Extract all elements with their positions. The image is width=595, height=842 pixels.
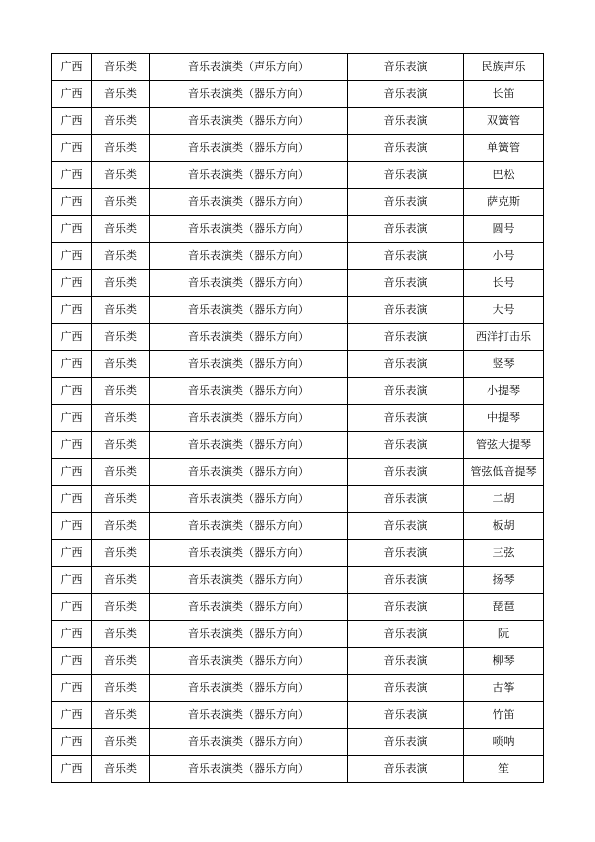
major-cell: 音乐表演	[348, 594, 464, 621]
subcategory-cell: 音乐表演类（器乐方向）	[150, 432, 348, 459]
province-cell: 广西	[52, 243, 92, 270]
province-cell: 广西	[52, 621, 92, 648]
subcategory-cell: 音乐表演类（器乐方向）	[150, 729, 348, 756]
instrument-cell: 民族声乐	[464, 54, 544, 81]
table-row	[52, 648, 544, 675]
subcategory-cell: 音乐表演类（器乐方向）	[150, 189, 348, 216]
instrument-cell: 管弦大提琴	[464, 432, 544, 459]
table-row	[52, 270, 544, 297]
instrument-cell: 大号	[464, 297, 544, 324]
major-cell: 音乐表演	[348, 216, 464, 243]
major-cell: 音乐表演	[348, 567, 464, 594]
province-cell: 广西	[52, 432, 92, 459]
subcategory-cell: 音乐表演类（器乐方向）	[150, 459, 348, 486]
category-cell: 音乐类	[92, 729, 150, 756]
table-row	[52, 351, 544, 378]
province-cell: 广西	[52, 216, 92, 243]
instrument-cell: 板胡	[464, 513, 544, 540]
table-row	[52, 540, 544, 567]
table-row	[52, 702, 544, 729]
province-cell: 广西	[52, 702, 92, 729]
instrument-cell: 阮	[464, 621, 544, 648]
major-cell: 音乐表演	[348, 702, 464, 729]
major-cell: 音乐表演	[348, 729, 464, 756]
table-row	[52, 189, 544, 216]
category-cell: 音乐类	[92, 135, 150, 162]
subcategory-cell: 音乐表演类（器乐方向）	[150, 108, 348, 135]
subcategory-cell: 音乐表演类（器乐方向）	[150, 162, 348, 189]
category-cell: 音乐类	[92, 324, 150, 351]
category-cell: 音乐类	[92, 162, 150, 189]
category-cell: 音乐类	[92, 243, 150, 270]
category-cell: 音乐类	[92, 756, 150, 783]
category-cell: 音乐类	[92, 540, 150, 567]
subcategory-cell: 音乐表演类（器乐方向）	[150, 621, 348, 648]
category-cell: 音乐类	[92, 297, 150, 324]
major-cell: 音乐表演	[348, 675, 464, 702]
major-cell: 音乐表演	[348, 405, 464, 432]
subcategory-cell: 音乐表演类（器乐方向）	[150, 513, 348, 540]
province-cell: 广西	[52, 162, 92, 189]
province-cell: 广西	[52, 54, 92, 81]
table-row	[52, 324, 544, 351]
instrument-cell: 竹笛	[464, 702, 544, 729]
province-cell: 广西	[52, 405, 92, 432]
subcategory-cell: 音乐表演类（器乐方向）	[150, 702, 348, 729]
category-cell: 音乐类	[92, 567, 150, 594]
table-row	[52, 81, 544, 108]
category-cell: 音乐类	[92, 351, 150, 378]
table-row	[52, 486, 544, 513]
table-row	[52, 594, 544, 621]
instrument-cell: 二胡	[464, 486, 544, 513]
subcategory-cell: 音乐表演类（器乐方向）	[150, 756, 348, 783]
province-cell: 广西	[52, 378, 92, 405]
table-row	[52, 513, 544, 540]
major-cell: 音乐表演	[348, 459, 464, 486]
instrument-cell: 长号	[464, 270, 544, 297]
instrument-cell: 单簧管	[464, 135, 544, 162]
subcategory-cell: 音乐表演类（器乐方向）	[150, 351, 348, 378]
subcategory-cell: 音乐表演类（器乐方向）	[150, 405, 348, 432]
subcategory-cell: 音乐表演类（器乐方向）	[150, 675, 348, 702]
table-row	[52, 567, 544, 594]
major-cell: 音乐表演	[348, 621, 464, 648]
table-row	[52, 675, 544, 702]
province-cell: 广西	[52, 594, 92, 621]
major-cell: 音乐表演	[348, 108, 464, 135]
category-cell: 音乐类	[92, 378, 150, 405]
category-cell: 音乐类	[92, 54, 150, 81]
major-cell: 音乐表演	[348, 432, 464, 459]
major-cell: 音乐表演	[348, 81, 464, 108]
table-row	[52, 459, 544, 486]
category-cell: 音乐类	[92, 189, 150, 216]
province-cell: 广西	[52, 459, 92, 486]
province-cell: 广西	[52, 270, 92, 297]
table-row	[52, 432, 544, 459]
instrument-cell: 三弦	[464, 540, 544, 567]
table-row	[52, 621, 544, 648]
instrument-cell: 琵琶	[464, 594, 544, 621]
instrument-cell: 古筝	[464, 675, 544, 702]
major-cell: 音乐表演	[348, 270, 464, 297]
instrument-cell: 小号	[464, 243, 544, 270]
province-cell: 广西	[52, 324, 92, 351]
table-row	[52, 108, 544, 135]
province-cell: 广西	[52, 351, 92, 378]
subcategory-cell: 音乐表演类（器乐方向）	[150, 216, 348, 243]
major-cell: 音乐表演	[348, 54, 464, 81]
subcategory-cell: 音乐表演类（器乐方向）	[150, 81, 348, 108]
subcategory-cell: 音乐表演类（器乐方向）	[150, 594, 348, 621]
category-cell: 音乐类	[92, 270, 150, 297]
subcategory-cell: 音乐表演类（器乐方向）	[150, 486, 348, 513]
subcategory-cell: 音乐表演类（器乐方向）	[150, 567, 348, 594]
instrument-cell: 管弦低音提琴	[464, 459, 544, 486]
major-cell: 音乐表演	[348, 297, 464, 324]
instrument-cell: 圆号	[464, 216, 544, 243]
major-cell: 音乐表演	[348, 540, 464, 567]
instrument-cell: 双簧管	[464, 108, 544, 135]
province-cell: 广西	[52, 297, 92, 324]
instrument-cell: 萨克斯	[464, 189, 544, 216]
province-cell: 广西	[52, 189, 92, 216]
category-cell: 音乐类	[92, 459, 150, 486]
major-cell: 音乐表演	[348, 486, 464, 513]
instrument-cell: 柳琴	[464, 648, 544, 675]
category-cell: 音乐类	[92, 108, 150, 135]
table-row	[52, 729, 544, 756]
province-cell: 广西	[52, 486, 92, 513]
subcategory-cell: 音乐表演类（器乐方向）	[150, 324, 348, 351]
major-cell: 音乐表演	[348, 189, 464, 216]
table-row	[52, 162, 544, 189]
major-cell: 音乐表演	[348, 243, 464, 270]
category-cell: 音乐类	[92, 675, 150, 702]
instrument-cell: 笙	[464, 756, 544, 783]
data-table	[51, 53, 544, 783]
table-row	[52, 756, 544, 783]
category-cell: 音乐类	[92, 648, 150, 675]
table-row	[52, 54, 544, 81]
major-cell: 音乐表演	[348, 648, 464, 675]
province-cell: 广西	[52, 81, 92, 108]
subcategory-cell: 音乐表演类（器乐方向）	[150, 243, 348, 270]
province-cell: 广西	[52, 729, 92, 756]
table-row	[52, 216, 544, 243]
province-cell: 广西	[52, 108, 92, 135]
category-cell: 音乐类	[92, 486, 150, 513]
instrument-cell: 竖琴	[464, 351, 544, 378]
table-row	[52, 135, 544, 162]
major-cell: 音乐表演	[348, 324, 464, 351]
major-cell: 音乐表演	[348, 756, 464, 783]
province-cell: 广西	[52, 567, 92, 594]
province-cell: 广西	[52, 135, 92, 162]
table-body	[52, 54, 544, 783]
subcategory-cell: 音乐表演类（器乐方向）	[150, 297, 348, 324]
subcategory-cell: 音乐表演类（器乐方向）	[150, 540, 348, 567]
table-row	[52, 243, 544, 270]
subcategory-cell: 音乐表演类（声乐方向）	[150, 54, 348, 81]
major-cell: 音乐表演	[348, 162, 464, 189]
subcategory-cell: 音乐表演类（器乐方向）	[150, 378, 348, 405]
subcategory-cell: 音乐表演类（器乐方向）	[150, 270, 348, 297]
category-cell: 音乐类	[92, 216, 150, 243]
instrument-cell: 西洋打击乐	[464, 324, 544, 351]
table-row	[52, 378, 544, 405]
category-cell: 音乐类	[92, 405, 150, 432]
province-cell: 广西	[52, 513, 92, 540]
instrument-cell: 扬琴	[464, 567, 544, 594]
major-cell: 音乐表演	[348, 378, 464, 405]
province-cell: 广西	[52, 540, 92, 567]
category-cell: 音乐类	[92, 81, 150, 108]
subcategory-cell: 音乐表演类（器乐方向）	[150, 135, 348, 162]
instrument-cell: 唢呐	[464, 729, 544, 756]
major-cell: 音乐表演	[348, 513, 464, 540]
province-cell: 广西	[52, 675, 92, 702]
table-row	[52, 405, 544, 432]
category-cell: 音乐类	[92, 432, 150, 459]
instrument-cell: 巴松	[464, 162, 544, 189]
province-cell: 广西	[52, 756, 92, 783]
category-cell: 音乐类	[92, 702, 150, 729]
province-cell: 广西	[52, 648, 92, 675]
category-cell: 音乐类	[92, 621, 150, 648]
category-cell: 音乐类	[92, 594, 150, 621]
subcategory-cell: 音乐表演类（器乐方向）	[150, 648, 348, 675]
category-cell: 音乐类	[92, 513, 150, 540]
document-page	[51, 53, 543, 783]
instrument-cell: 长笛	[464, 81, 544, 108]
table-row	[52, 297, 544, 324]
instrument-cell: 中提琴	[464, 405, 544, 432]
major-cell: 音乐表演	[348, 135, 464, 162]
major-cell: 音乐表演	[348, 351, 464, 378]
instrument-cell: 小提琴	[464, 378, 544, 405]
